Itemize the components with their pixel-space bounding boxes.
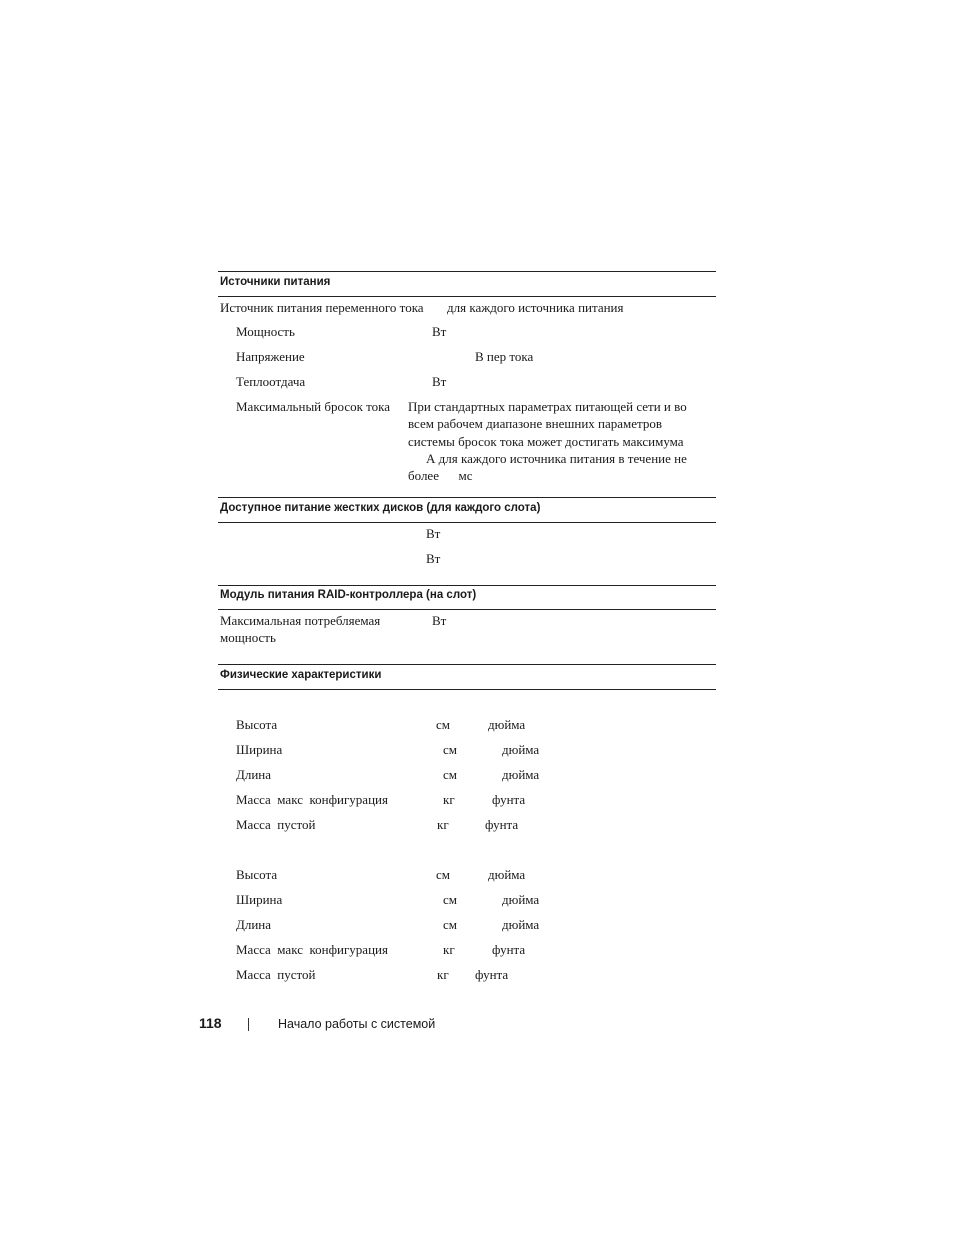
g2-height-label: Высота bbox=[236, 867, 278, 882]
psu-inrush-line4: А для каждого источника питания в течение не bbox=[426, 451, 687, 466]
rule-psu-top bbox=[218, 271, 716, 272]
psu-heat-label: Теплоотдача bbox=[236, 374, 306, 389]
g2-mass-max-label: Масса макс конфигурация bbox=[236, 942, 388, 957]
g2-length-in: дюйма bbox=[502, 917, 540, 932]
rule-hdd-top bbox=[218, 497, 716, 498]
raid-label-line2: мощность bbox=[220, 630, 276, 645]
g1-length-in: дюйма bbox=[502, 767, 540, 782]
footer-title: Начало работы с системой bbox=[278, 1017, 436, 1031]
g2-height-cm: см bbox=[436, 867, 450, 882]
section-title-hdd: Доступное питание жестких дисков (для каждого слота) bbox=[220, 502, 541, 514]
g1-width-cm: см bbox=[443, 742, 457, 757]
rule-hdd-bottom bbox=[218, 522, 716, 523]
rule-raid-bottom bbox=[218, 609, 716, 610]
g1-mass-empty-kg: кг bbox=[437, 817, 449, 832]
psu-inrush-line5: более мс bbox=[408, 468, 473, 483]
hdd-value-2: Вт bbox=[426, 551, 441, 566]
g2-mass-empty-kg: кг bbox=[437, 967, 449, 982]
g2-width-label: Ширина bbox=[236, 892, 283, 907]
raid-value: Вт bbox=[432, 613, 447, 628]
g1-width-in: дюйма bbox=[502, 742, 540, 757]
rule-physical-bottom bbox=[218, 689, 716, 690]
g2-height-in: дюйма bbox=[488, 867, 526, 882]
g1-width-label: Ширина bbox=[236, 742, 283, 757]
rule-raid-top bbox=[218, 585, 716, 586]
g2-mass-max-kg: кг bbox=[443, 942, 455, 957]
section-title-psu: Источники питания bbox=[220, 276, 331, 288]
psu-inrush-label: Максимальный бросок тока bbox=[236, 399, 391, 414]
g2-length-cm: см bbox=[443, 917, 457, 932]
g1-mass-empty-lb: фунта bbox=[485, 817, 519, 832]
raid-label-line1: Максимальная потребляемая bbox=[220, 613, 381, 628]
psu-inrush-line1: При стандартных параметрах питающей сети и во bbox=[408, 399, 687, 414]
g2-length-label: Длина bbox=[236, 917, 272, 932]
g2-mass-max-lb: фунта bbox=[492, 942, 526, 957]
g1-mass-max-kg: кг bbox=[443, 792, 455, 807]
psu-ac-value: для каждого источника питания bbox=[447, 300, 624, 315]
g1-height-cm: см bbox=[436, 717, 450, 732]
g1-mass-empty-label: Масса пустой bbox=[236, 817, 316, 832]
rule-physical-top bbox=[218, 664, 716, 665]
g2-width-in: дюйма bbox=[502, 892, 540, 907]
g2-mass-empty-label: Масса пустой bbox=[236, 967, 316, 982]
psu-power-label: Мощность bbox=[236, 324, 295, 339]
psu-heat-value: Вт bbox=[432, 374, 447, 389]
g1-height-label: Высота bbox=[236, 717, 278, 732]
g1-height-in: дюйма bbox=[488, 717, 526, 732]
psu-ac-label: Источник питания переменного тока bbox=[220, 300, 424, 315]
g1-length-label: Длина bbox=[236, 767, 272, 782]
g2-mass-empty-lb: фунта bbox=[475, 967, 509, 982]
footer-separator bbox=[248, 1018, 249, 1031]
page-number: 118 bbox=[199, 1015, 222, 1031]
g2-width-cm: см bbox=[443, 892, 457, 907]
section-title-raid: Модуль питания RAID-контроллера (на слот) bbox=[220, 589, 477, 601]
psu-inrush-line3: системы бросок тока может достигать максимума bbox=[408, 434, 684, 449]
psu-voltage-label: Напряжение bbox=[236, 349, 305, 364]
section-title-physical: Физические характеристики bbox=[220, 669, 382, 681]
rule-psu-bottom bbox=[218, 296, 716, 297]
g1-mass-max-label: Масса макс конфигурация bbox=[236, 792, 388, 807]
psu-voltage-value: В пер тока bbox=[475, 349, 534, 364]
psu-inrush-line2: всем рабочем диапазоне внешних параметров bbox=[408, 416, 663, 431]
g1-length-cm: см bbox=[443, 767, 457, 782]
psu-power-value: Вт bbox=[432, 324, 447, 339]
hdd-value-1: Вт bbox=[426, 526, 441, 541]
g1-mass-max-lb: фунта bbox=[492, 792, 526, 807]
